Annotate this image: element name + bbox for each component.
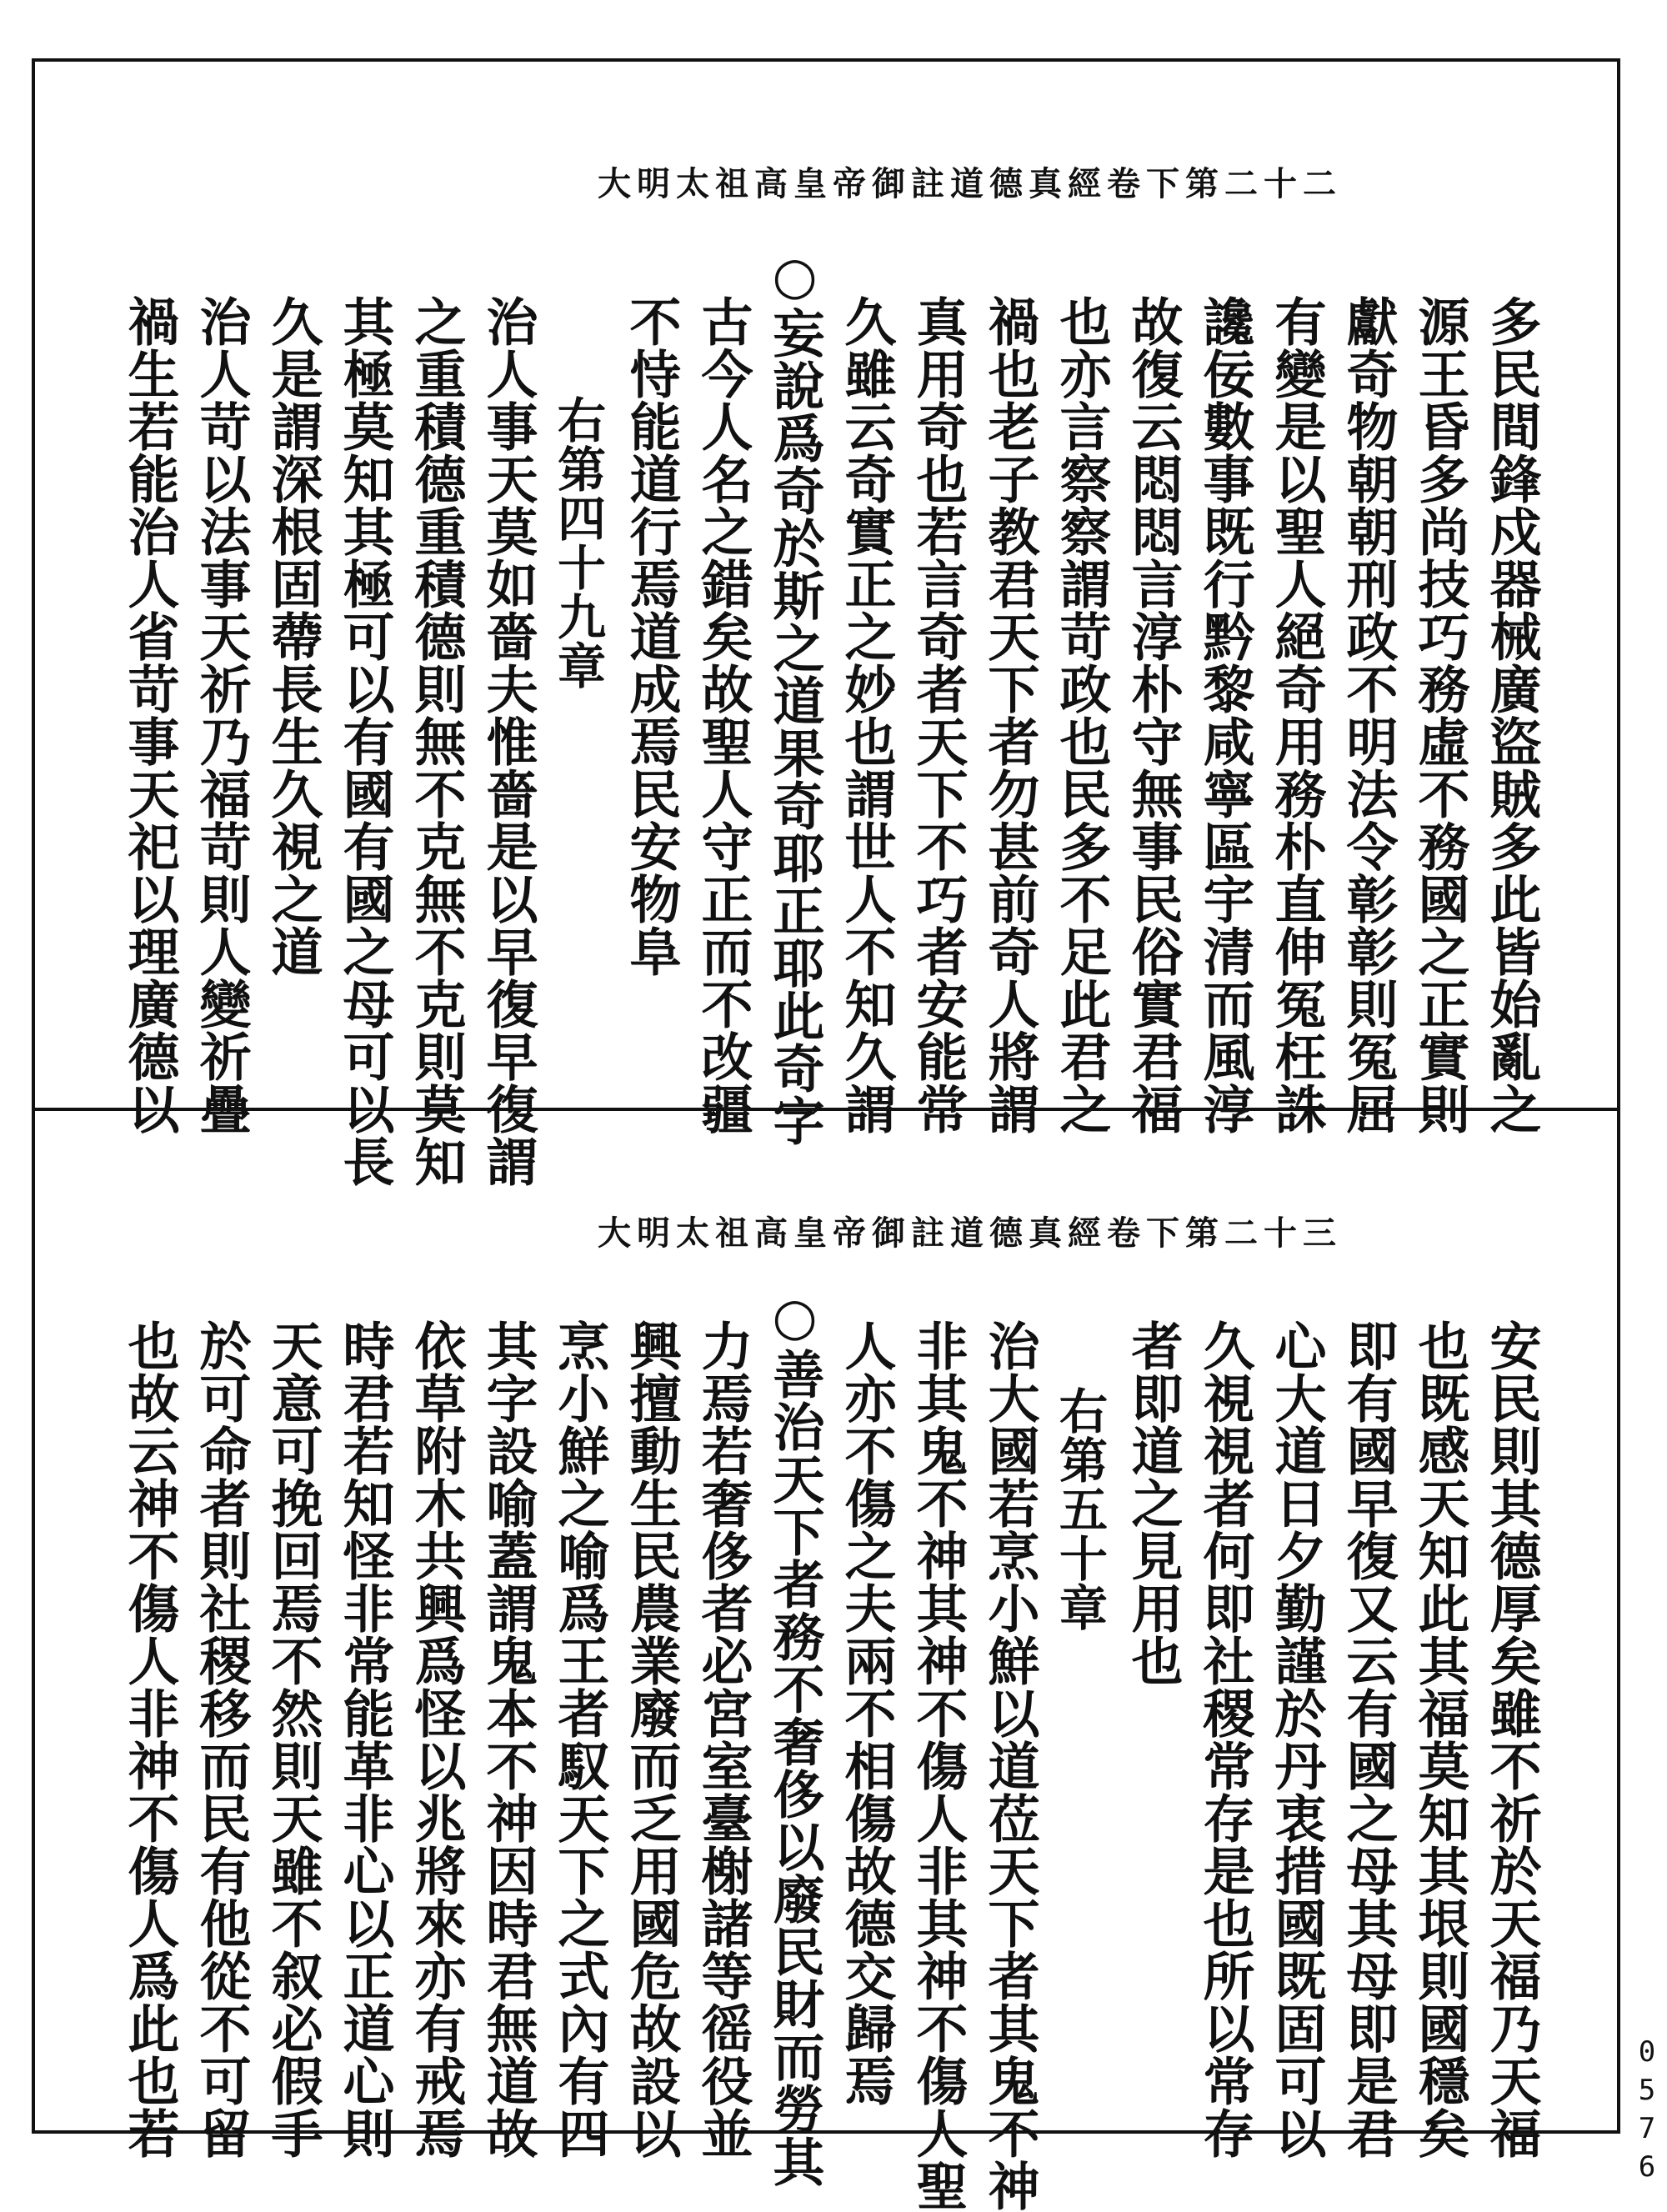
text-column: 也既感天知此其福莫知其垠則國穩矣	[1409, 1319, 1470, 2159]
text-column: 源王昏多尚技巧務虛不務國之正實則	[1409, 295, 1470, 1135]
text-column: 治人苛以法事天祈乃福苛則人變祈疊	[191, 295, 252, 1135]
text-column: 治大國若烹小鮮以道莅天下者其鬼不神	[979, 1319, 1040, 2212]
page-number: 0576	[1630, 2035, 1664, 2189]
running-head-section: 卷下第二十三	[1107, 1214, 1342, 1253]
text-column: 心大道日夕勤謹於丹衷措國既固可以	[1266, 1319, 1327, 2159]
upper-page	[35, 62, 1617, 1188]
chapter-heading: 右第五十章	[1051, 1386, 1108, 1632]
text-column: 安民則其德厚矣雖不祈於天福乃天福	[1481, 1319, 1542, 2159]
text-column: 其極莫知其極可以有國有國之母可以長	[334, 295, 395, 1188]
text-column: 非其鬼不神其神不傷人非其神不傷人聖	[908, 1319, 969, 2212]
text-column: 禍也老子教君天下者勿甚前奇人將謂	[979, 295, 1040, 1135]
text-column: 烹小鮮之喻爲王者馭天下之式內有四	[549, 1319, 610, 2159]
text-column: 久視視者何即社稷常存是也所以常存	[1194, 1319, 1255, 2159]
text-column: 真用奇也若言奇者天下不巧者安能常	[908, 295, 969, 1135]
text-column: 人亦不傷之夫兩不相傷故德交歸焉	[836, 1319, 897, 2107]
text-column: 不恃能道行焉道成焉民安物阜	[621, 295, 682, 978]
page-frame	[32, 58, 1620, 2212]
text-column: 讒佞數事既行黔黎咸寧區宇清而風淳	[1194, 295, 1255, 1135]
text-column: 依草附木共興爲怪以兆將來亦有戒焉	[406, 1319, 467, 2159]
text-column: 者即道之見用也	[1123, 1319, 1184, 1687]
text-column: 古今人名之錯矣故聖人守正而不改疆	[693, 295, 753, 1135]
text-column: 於可命者則社稷移而民有他從不可留	[191, 1319, 252, 2159]
text-column: 有變是以聖人絕奇用務朴直伸冤枉誅	[1266, 295, 1327, 1135]
text-column: 也故云神不傷人非神不傷人爲此也若	[119, 1319, 180, 2159]
text-column: 天意可挽回焉不然則天雖不叙必假手	[263, 1319, 323, 2159]
running-head-section: 卷下第二十二	[1107, 164, 1342, 203]
running-head-title: 大明太祖高皇帝御註道德真經	[598, 164, 1107, 203]
text-column: 力焉若奢侈者必宮室臺榭諸等徭役並	[693, 1319, 753, 2159]
text-column: 即有國早復又云有國之母其母即是君	[1338, 1319, 1399, 2159]
chapter-heading: 右第四十九章	[549, 395, 606, 690]
lower-page	[35, 1111, 1617, 2212]
running-head-title: 大明太祖高皇帝御註道德真經	[598, 1214, 1107, 1253]
text-column: 興擅動生民農業廢而乏用國危故設以	[621, 1319, 682, 2159]
text-column: 治人事天莫如嗇夫惟嗇是以早復早復謂	[478, 295, 538, 1188]
text-column: 久是謂深根固蔕長生久視之道	[263, 295, 323, 978]
text-column: ○善治天下者務不奢侈以廢民財而勞其	[764, 1286, 825, 2188]
text-column: 其字設喻蓋謂鬼本不神因時君無道故	[478, 1319, 538, 2159]
running-head	[552, 158, 1342, 205]
text-column: ○妄說爲奇於斯之道果奇耶正耶此奇字	[764, 245, 825, 1147]
text-column: 獻奇物朝朝刑政不明法令彰彰則冤屈	[1338, 295, 1399, 1135]
text-column: 也亦言察察謂苛政也民多不足此君之	[1051, 295, 1112, 1135]
text-column: 禍生若能治人省苛事天祀以理廣德以	[119, 295, 180, 1135]
text-column: 之重積德重積德則無不克無不克則莫知	[406, 295, 467, 1188]
text-column: 時君若知怪非常能革非心以正道心則	[334, 1319, 395, 2159]
running-head	[552, 1207, 1342, 1254]
text-column: 久雖云奇實正之妙也謂世人不知久謂	[836, 295, 897, 1135]
text-column: 多民間鋒戍器械廣盜賊多此皆始亂之	[1481, 295, 1542, 1135]
text-column: 故復云悶悶言淳朴守無事民俗實君福	[1123, 295, 1184, 1135]
